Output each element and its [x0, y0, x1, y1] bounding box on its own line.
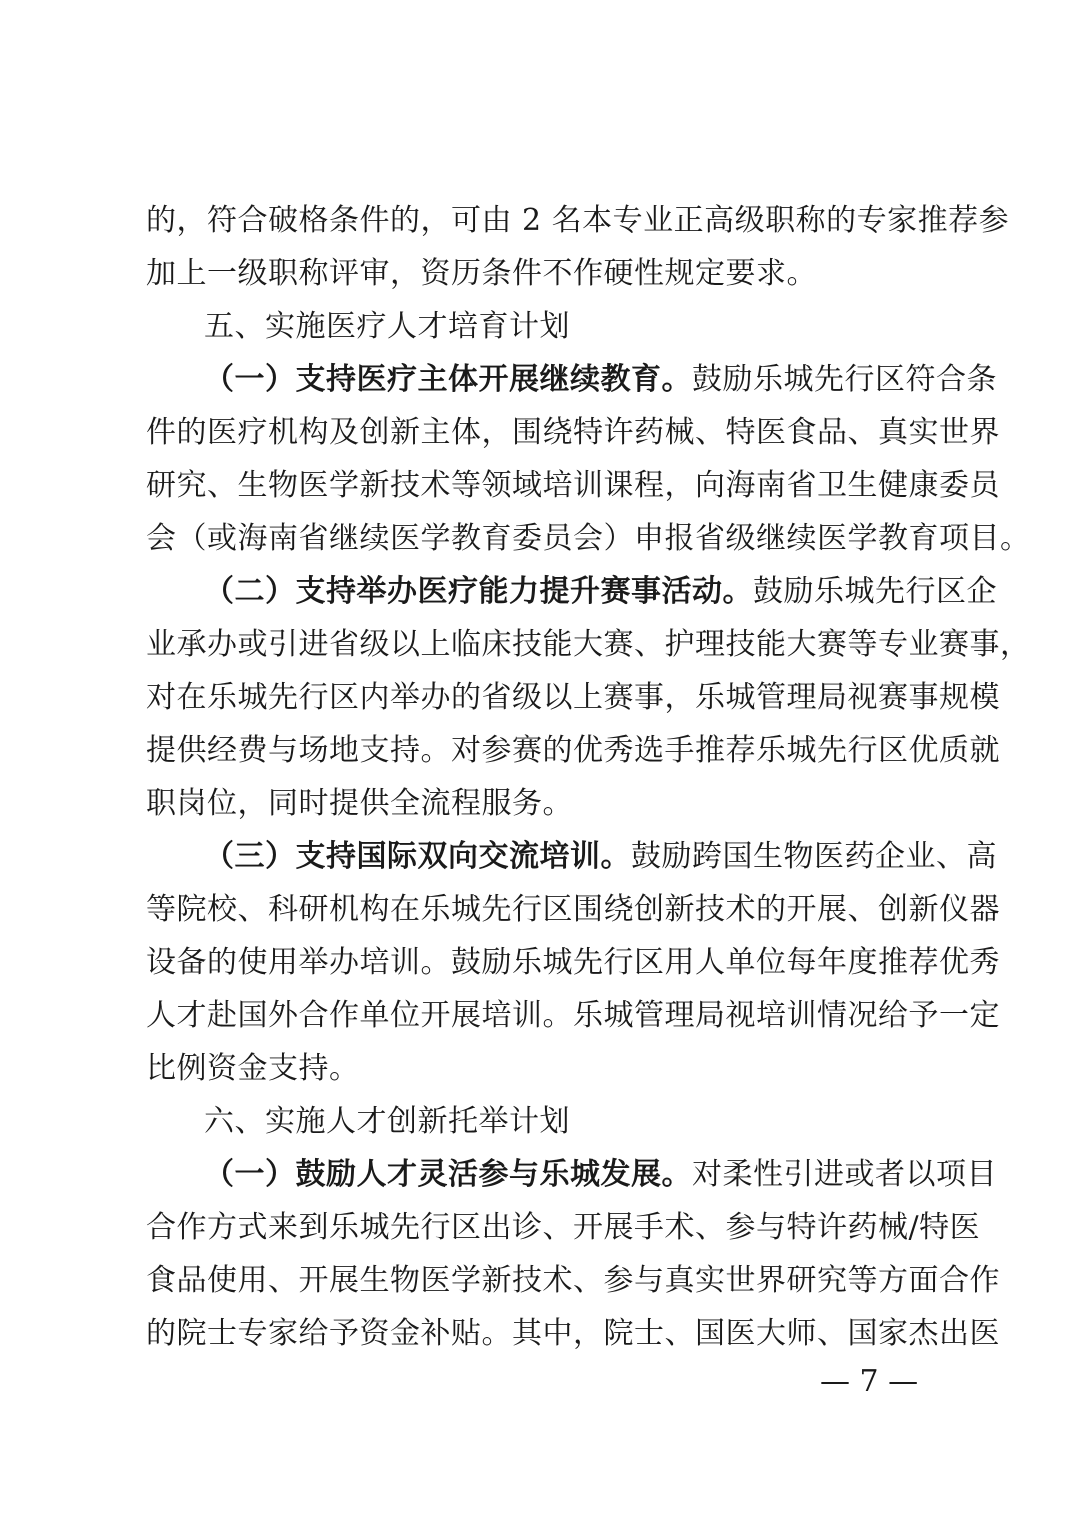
page-number: — 7 — — [820, 1364, 919, 1399]
subheading: （三）支持国际双向交流培训。 — [204, 839, 631, 874]
text-line: 业承办或引进省级以上临床技能大赛、护理技能大赛等专业赛事， — [146, 627, 1031, 662]
text-line: 职岗位，同时提供全流程服务。 — [146, 786, 573, 821]
section-heading-5: 五、实施医疗人才培育计划 — [204, 309, 570, 344]
text-run: 鼓励跨国生物医药企业、高 — [631, 839, 997, 874]
subheading: （二）支持举办医疗能力提升赛事活动。 — [204, 574, 753, 609]
text-line — [146, 1148, 997, 1201]
text-line: 对在乐城先行区内举办的省级以上赛事，乐城管理局视赛事规模 — [146, 680, 1000, 715]
text-line: 件的医疗机构及创新主体，围绕特许药械、特医食品、真实世界 — [146, 415, 1000, 450]
text-line: 会（或海南省继续医学教育委员会）申报省级继续医学教育项目。 — [146, 521, 1031, 556]
text-line: 人才赴国外合作单位开展培训。乐城管理局视培训情况给予一定 — [146, 998, 1000, 1033]
text-run: 对柔性引进或者以项目 — [692, 1157, 997, 1192]
text-line: 设备的使用举办培训。鼓励乐城先行区用人单位每年度推荐优秀 — [146, 945, 1000, 980]
text-line — [146, 353, 997, 406]
text-line: 提供经费与场地支持。对参赛的优秀选手推荐乐城先行区优质就 — [146, 733, 1000, 768]
text-line: 等院校、科研机构在乐城先行区围绕创新技术的开展、创新仪器 — [146, 892, 1000, 927]
section-heading-6: 六、实施人才创新托举计划 — [204, 1104, 570, 1139]
text-line — [146, 565, 997, 618]
text-line — [146, 830, 997, 883]
text-line: 研究、生物医学新技术等领域培训课程，向海南省卫生健康委员 — [146, 468, 1000, 503]
text-line: 合作方式来到乐城先行区出诊、开展手术、参与特许药械/特医 — [146, 1210, 981, 1245]
text-line: 比例资金支持。 — [146, 1051, 360, 1086]
text-run: 鼓励乐城先行区符合条 — [692, 362, 997, 397]
text-line: 的院士专家给予资金补贴。其中，院士、国医大师、国家杰出医 — [146, 1316, 1000, 1351]
text-run: 鼓励乐城先行区企 — [753, 574, 997, 609]
body-text — [146, 194, 1031, 1360]
text-line: 食品使用、开展生物医学新技术、参与真实世界研究等方面合作 — [146, 1263, 1000, 1298]
subheading: （一）支持医疗主体开展继续教育。 — [204, 362, 692, 397]
text-line: 加上一级职称评审，资历条件不作硬性规定要求。 — [146, 256, 817, 291]
subheading: （一）鼓励人才灵活参与乐城发展。 — [204, 1157, 692, 1192]
text-line: 的，符合破格条件的，可由 2 名本专业正高级职称的专家推荐参 — [146, 203, 1010, 238]
